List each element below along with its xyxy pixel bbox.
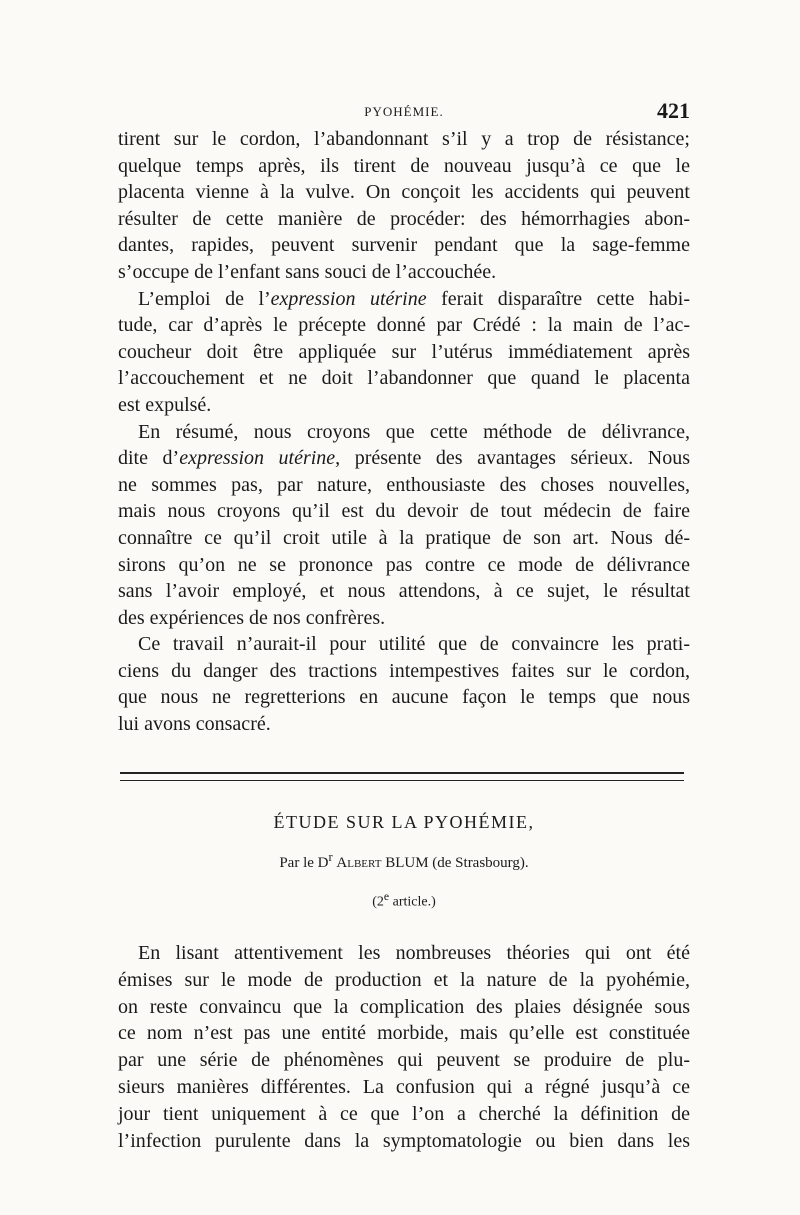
text-line: on reste convaincu que la complication des plaies désignée sous	[118, 995, 690, 1018]
author-first-name: Albert	[336, 855, 382, 871]
text-line: que nous ne regretterions en aucune façon le temps que nous	[118, 686, 690, 709]
paragraph-2	[118, 286, 690, 419]
byline-prefix: Par le D	[279, 855, 329, 871]
text-line	[118, 940, 690, 967]
text-run: En lisant attentivement les nombreuses théories qui ont été	[138, 942, 690, 964]
byline-superscript: r	[328, 850, 333, 864]
text-line: ne sommes pas, par nature, enthousiaste des choses nouvelles,	[118, 473, 690, 496]
running-head	[118, 98, 690, 124]
text-line	[118, 631, 690, 658]
text-run: L’emploi de l’	[138, 287, 271, 310]
text-line: placenta vienne à la vulve. On conçoit les accidents qui peuvent	[118, 181, 690, 204]
paragraph-5	[118, 940, 690, 1154]
body-text-bottom	[118, 940, 690, 1154]
text-line: coucheur doit être appliquée sur l’utérus immédiatement après	[118, 340, 690, 363]
body-text-top	[118, 126, 690, 738]
text-run: présente des avantages sérieux. Nous	[340, 447, 690, 470]
article-part-note	[118, 890, 690, 911]
text-line: sieurs manières différentes. La confusion qui a régné jusqu’à ce	[118, 1075, 690, 1098]
text-line: est expulsé.	[118, 393, 212, 416]
note-prefix: (2	[372, 894, 384, 910]
article-title: ÉTUDE SUR LA PYOHÉMIE,	[273, 812, 535, 832]
text-line	[118, 419, 690, 446]
text-line: s’occupe de l’enfant sans souci de l’accouchée.	[118, 260, 497, 283]
text-line: dantes, rapides, peuvent survenir pendant que la sage-femme	[118, 234, 690, 257]
text-line: connaître ce qu’il croit utile à la pratique de son art. Nous dé-	[118, 526, 690, 549]
article-byline	[118, 850, 690, 872]
text-line: tude, car d’après le précepte donné par Crédé : la main de l’ac-	[118, 314, 690, 337]
text-line: tirent sur le cordon, l’abandonnant s’il y a trop de résistance;	[118, 128, 690, 150]
text-line: ciens du danger des tractions intempestives faites sur le cordon,	[118, 659, 690, 682]
text-line: quelque temps après, ils tirent de nouveau jusqu’à ce que le	[118, 154, 690, 177]
text-line: mais nous croyons qu’il est du devoir de tout médecin de faire	[118, 500, 690, 523]
text-line	[118, 286, 690, 313]
section-divider	[120, 772, 684, 781]
text-run: dite d’	[118, 447, 180, 470]
italic-term: expression utérine	[270, 287, 427, 310]
italic-term: expression utérine,	[179, 447, 341, 470]
text-line: sans l’avoir employé, et nous attendons, à ce sujet, le résultat	[118, 580, 690, 603]
text-run: ferait disparaître cette habi-	[426, 287, 690, 310]
note-suffix: article.)	[389, 894, 436, 910]
text-line: ce nom n’est pas une entité morbide, mais qu’elle est constituée	[118, 1022, 690, 1045]
paragraph-3	[118, 419, 690, 632]
text-line: émises sur le mode de production et la nature de la pyohémie,	[118, 968, 690, 991]
paragraph-4	[118, 631, 690, 737]
text-line: par une série de phénomènes qui peuvent se produire de plu-	[118, 1049, 690, 1072]
text-line: lui avons consacré.	[118, 713, 271, 736]
text-line: sirons qu’on ne se prononce pas contre ce mode de délivrance	[118, 553, 690, 576]
text-line	[118, 445, 690, 472]
author-surname: BLUM (de Strasbourg).	[385, 855, 529, 871]
text-line: l’infection purulente dans la symptomatologie ou bien dans les	[118, 1129, 690, 1152]
text-run: En résumé, nous croyons que cette méthode de délivrance,	[138, 420, 690, 443]
text-line: des expériences de nos confrères.	[118, 606, 386, 629]
text-line: jour tient uniquement à ce que l’on a cherché la définition de	[118, 1102, 690, 1125]
text-line: résulter de cette manière de procéder: des hémorrhagies abon-	[118, 207, 690, 230]
running-title: PYOHÉMIE.	[364, 104, 444, 119]
paragraph-1	[118, 126, 690, 286]
note-superscript: e	[383, 890, 390, 903]
text-line: l’accouchement et ne doit l’abandonner que quand le placenta	[118, 367, 690, 390]
text-run: Ce travail n’aurait-il pour utilité que de convaincre les prati-	[138, 633, 690, 656]
page-number: 421	[657, 98, 690, 123]
